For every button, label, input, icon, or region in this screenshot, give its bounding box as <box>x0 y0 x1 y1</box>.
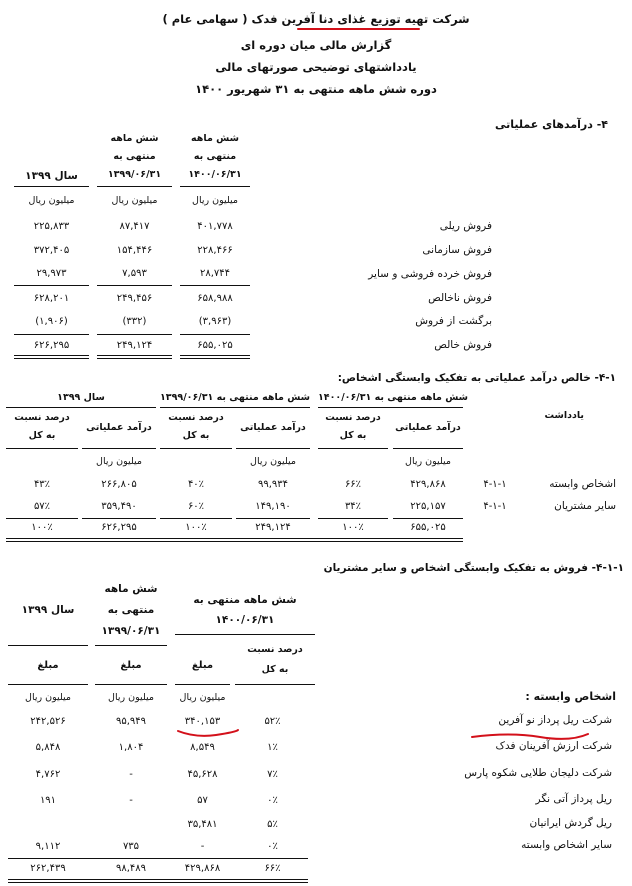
s41-grp3: سال ۱۳۹۹ <box>57 392 105 403</box>
s411-section-label: اشخاص وابسته : <box>525 690 616 703</box>
s4-col2-head-2: منتهی به <box>113 151 156 162</box>
s411-col2-b: منتهی به <box>107 604 155 616</box>
s411-unit-1: میلیون ریال <box>179 692 226 703</box>
s41-pct-head-2b: به کل <box>182 430 210 441</box>
s4-col1-head-3: ۱۴۰۰/۰۶/۳۱ <box>188 169 242 180</box>
s4-col1-head-1: شش ماهه <box>191 133 239 144</box>
financial-report-page: شرکت تهیه توزیع غذای دنا آفرین فدک ( سهامی عام ) گزارش مالی میان دوره ای یادداشتهای توضیحی صورتهای مالی دوره شش ماهه منتهی به ۳۱ شهریور ۱۴۰۰ ۴- درآمدهای عملیاتی شش ماهه منتهی به ۱۴۰۰/۰۶/۳۱ شش ماهه منتهی به ۱۳۹۹/۰۶/۳۱ سال ۱۳۹۹ میلیون ریال میلیون ریال میلیون ریال فروش ریلی ۴۰۱,۷۷۸ ۸۷,۴۱۷ ۲۲۵,۸۳۳ فروش سازمانی ۲۲۸,۴۶۶ ۱۵۴,۴۴۶ ۳۷۲,۴۰۵ فروش خرده فروشی و سایر ۲۸,۷۴۴ ۷,۵۹۳ ۲۹,۹۷۳ فروش ناخالص ۶۵۸,۹۸۸ ۲۴۹,۴۵۶ ۶۲۸,۲۰۱ برگشت از فروش (۳,۹۶۳) (۳۳۲) (۱,۹۰۶) فروش خالص ۶۵۵,۰۲۵ ۲۴۹,۱۲۴ ۶۲۶,۲۹۵ ۴-۱- خالص درآمد عملیاتی به تفکیک وابستگی اشخاص: شش ماهه منتهی به ۱۴۰۰/۰۶/۳۱ شش ماهه منتهی به ۱۳۹۹/۰۶/۳۱ سال ۱۳۹۹ یادداشت درآمد عملیاتی درصد نسبت به کل درآمد عملیاتی درصد نسبت به کل درآمد عملیاتی درصد نسبت به کل میلیون ریال میلیون ریال میلیون ریال اشخاص وابسته ۴-۱-۱ ۴۲۹,۸۶۸ ۶۶٪ ۹۹,۹۳۴ ۴۰٪ ۲۶۶,۸۰۵ ۴۳٪ سایر مشتریان ۴-۱-۱ ۲۲۵,۱۵۷ ۳۴٪ ۱۴۹,۱۹۰ ۶۰٪ ۳۵۹,۴۹۰ ۵۷٪ ۶۵۵,۰۲۵ ۱۰۰٪ ۲۴۹,۱۲۴ ۱۰۰٪ ۶۲۶,۲۹۵ ۱۰۰٪ ۴-۱-۱- فروش به تفکیک وابستگی اشخاص و سایر مشتریان شش ماهه منتهی به ۱۴۰۰/۰۶/۳۱ شش ماهه منتهی به ۱۳۹۹/۰۶/۳۱ سال ۱۳۹۹ درصد نسبت به کل مبلغ مبلغ مبلغ میلیون ریال میلیون ریال میلیون ریال اشخاص وابسته : شرکت ریل پرداز نو آفرین ۵۲٪ ۳۴۰,۱۵۳ ۹۵,۹۴۹ ۲۴۲,۵۲۶ شرکت ارزش آفرینان فدک ۱٪ ۸,۵۴۹ ۱,۸۰۴ ۵,۸۴۸ شرکت دلیجان طلایی شکوه پارس ۷٪ ۴۵,۶۲۸ - ۴,۷۶۲ ریل پرداز آتی نگر ۰٪ ۵۷ - ۱۹۱ ریل گردش ایرانیان ۵٪ ۳۵,۴۸۱ سایر اشخاص وابسته ۰٪ - ۷۳۵ ۹,۱۱۲ ۶۶٪ ۴۲۹,۸۶۸ ۹۸,۴۸۹ ۲۶۲,۴۳۹ <box>0 0 632 886</box>
s41-pct-head-2a: درصد نسبت <box>168 412 224 423</box>
s41-rev-head-1: درآمد عملیاتی <box>395 422 461 433</box>
s411-grp1-b: ۱۴۰۰/۰۶/۳۱ <box>215 614 275 626</box>
s41-pct-head-3a: درصد نسبت <box>14 412 70 423</box>
s411-col2-c: ۱۳۹۹/۰۶/۳۱ <box>101 625 161 637</box>
section-4-title: ۴- درآمدهای عملیاتی <box>495 118 608 131</box>
s411-col2-a: شش ماهه <box>104 583 158 595</box>
s411-amt-head-3: مبلغ <box>37 660 59 671</box>
s41-unit-3: میلیون ریال <box>96 456 142 467</box>
s4-col1-head-2: منتهی به <box>193 151 237 162</box>
report-title: گزارش مالی میان دوره ای <box>240 38 392 52</box>
s4-col2-head-3: ۱۳۹۹/۰۶/۳۱ <box>107 169 162 180</box>
company-title: شرکت تهیه توزیع غذای دنا آفرین فدک ( سهامی عام ) <box>162 12 470 26</box>
s411-unit-3: میلیون ریال <box>25 692 71 703</box>
s411-pct-head-b: به کل <box>261 664 289 675</box>
period-title: دوره شش ماهه منتهی به ۳۱ شهریور ۱۴۰۰ <box>195 82 437 96</box>
s41-grp2: شش ماهه منتهی به ۱۳۹۹/۰۶/۳۱ <box>160 392 310 403</box>
s411-col3: سال ۱۳۹۹ <box>21 604 75 616</box>
notes-title: یادداشتهای توضیحی صورتهای مالی <box>215 60 417 74</box>
s411-amt-head-1: مبلغ <box>191 660 214 671</box>
s4-col2-head-1: شش ماهه <box>110 133 159 144</box>
s41-pct-head-1a: درصد نسبت <box>325 412 381 423</box>
s411-pct-head-a: درصد نسبت <box>247 644 303 655</box>
s4-col3-head: سال ۱۳۹۹ <box>25 170 78 182</box>
s41-pct-head-1b: به کل <box>339 430 367 441</box>
section-4-1-title: ۴-۱- خالص درآمد عملیاتی به تفکیک وابستگی اشخاص: <box>337 372 616 384</box>
s4-unit-2: میلیون ریال <box>111 195 158 206</box>
s411-unit-2: میلیون ریال <box>108 692 154 703</box>
s411-amt-head-2: مبلغ <box>120 660 142 671</box>
s41-unit-2: میلیون ریال <box>250 456 296 467</box>
s41-rev-head-3: درآمد عملیاتی <box>86 422 152 433</box>
s411-grp1-a: شش ماهه منتهی به <box>193 594 297 606</box>
s41-rev-head-2: درآمد عملیاتی <box>240 422 306 433</box>
red-underline-company <box>297 28 420 30</box>
red-underline-340153 <box>176 726 240 740</box>
s41-grp1: شش ماهه منتهی به ۱۴۰۰/۰۶/۳۱ <box>318 392 468 403</box>
s41-note-head: یادداشت <box>544 410 584 421</box>
section-4-1-1-title: ۴-۱-۱- فروش به تفکیک وابستگی اشخاص و سایر مشتریان <box>323 562 624 574</box>
s4-unit-3: میلیون ریال <box>28 195 75 206</box>
s4-unit-1: میلیون ریال <box>192 195 238 206</box>
s41-unit-1: میلیون ریال <box>405 456 451 467</box>
s41-pct-head-3b: به کل <box>28 430 56 441</box>
